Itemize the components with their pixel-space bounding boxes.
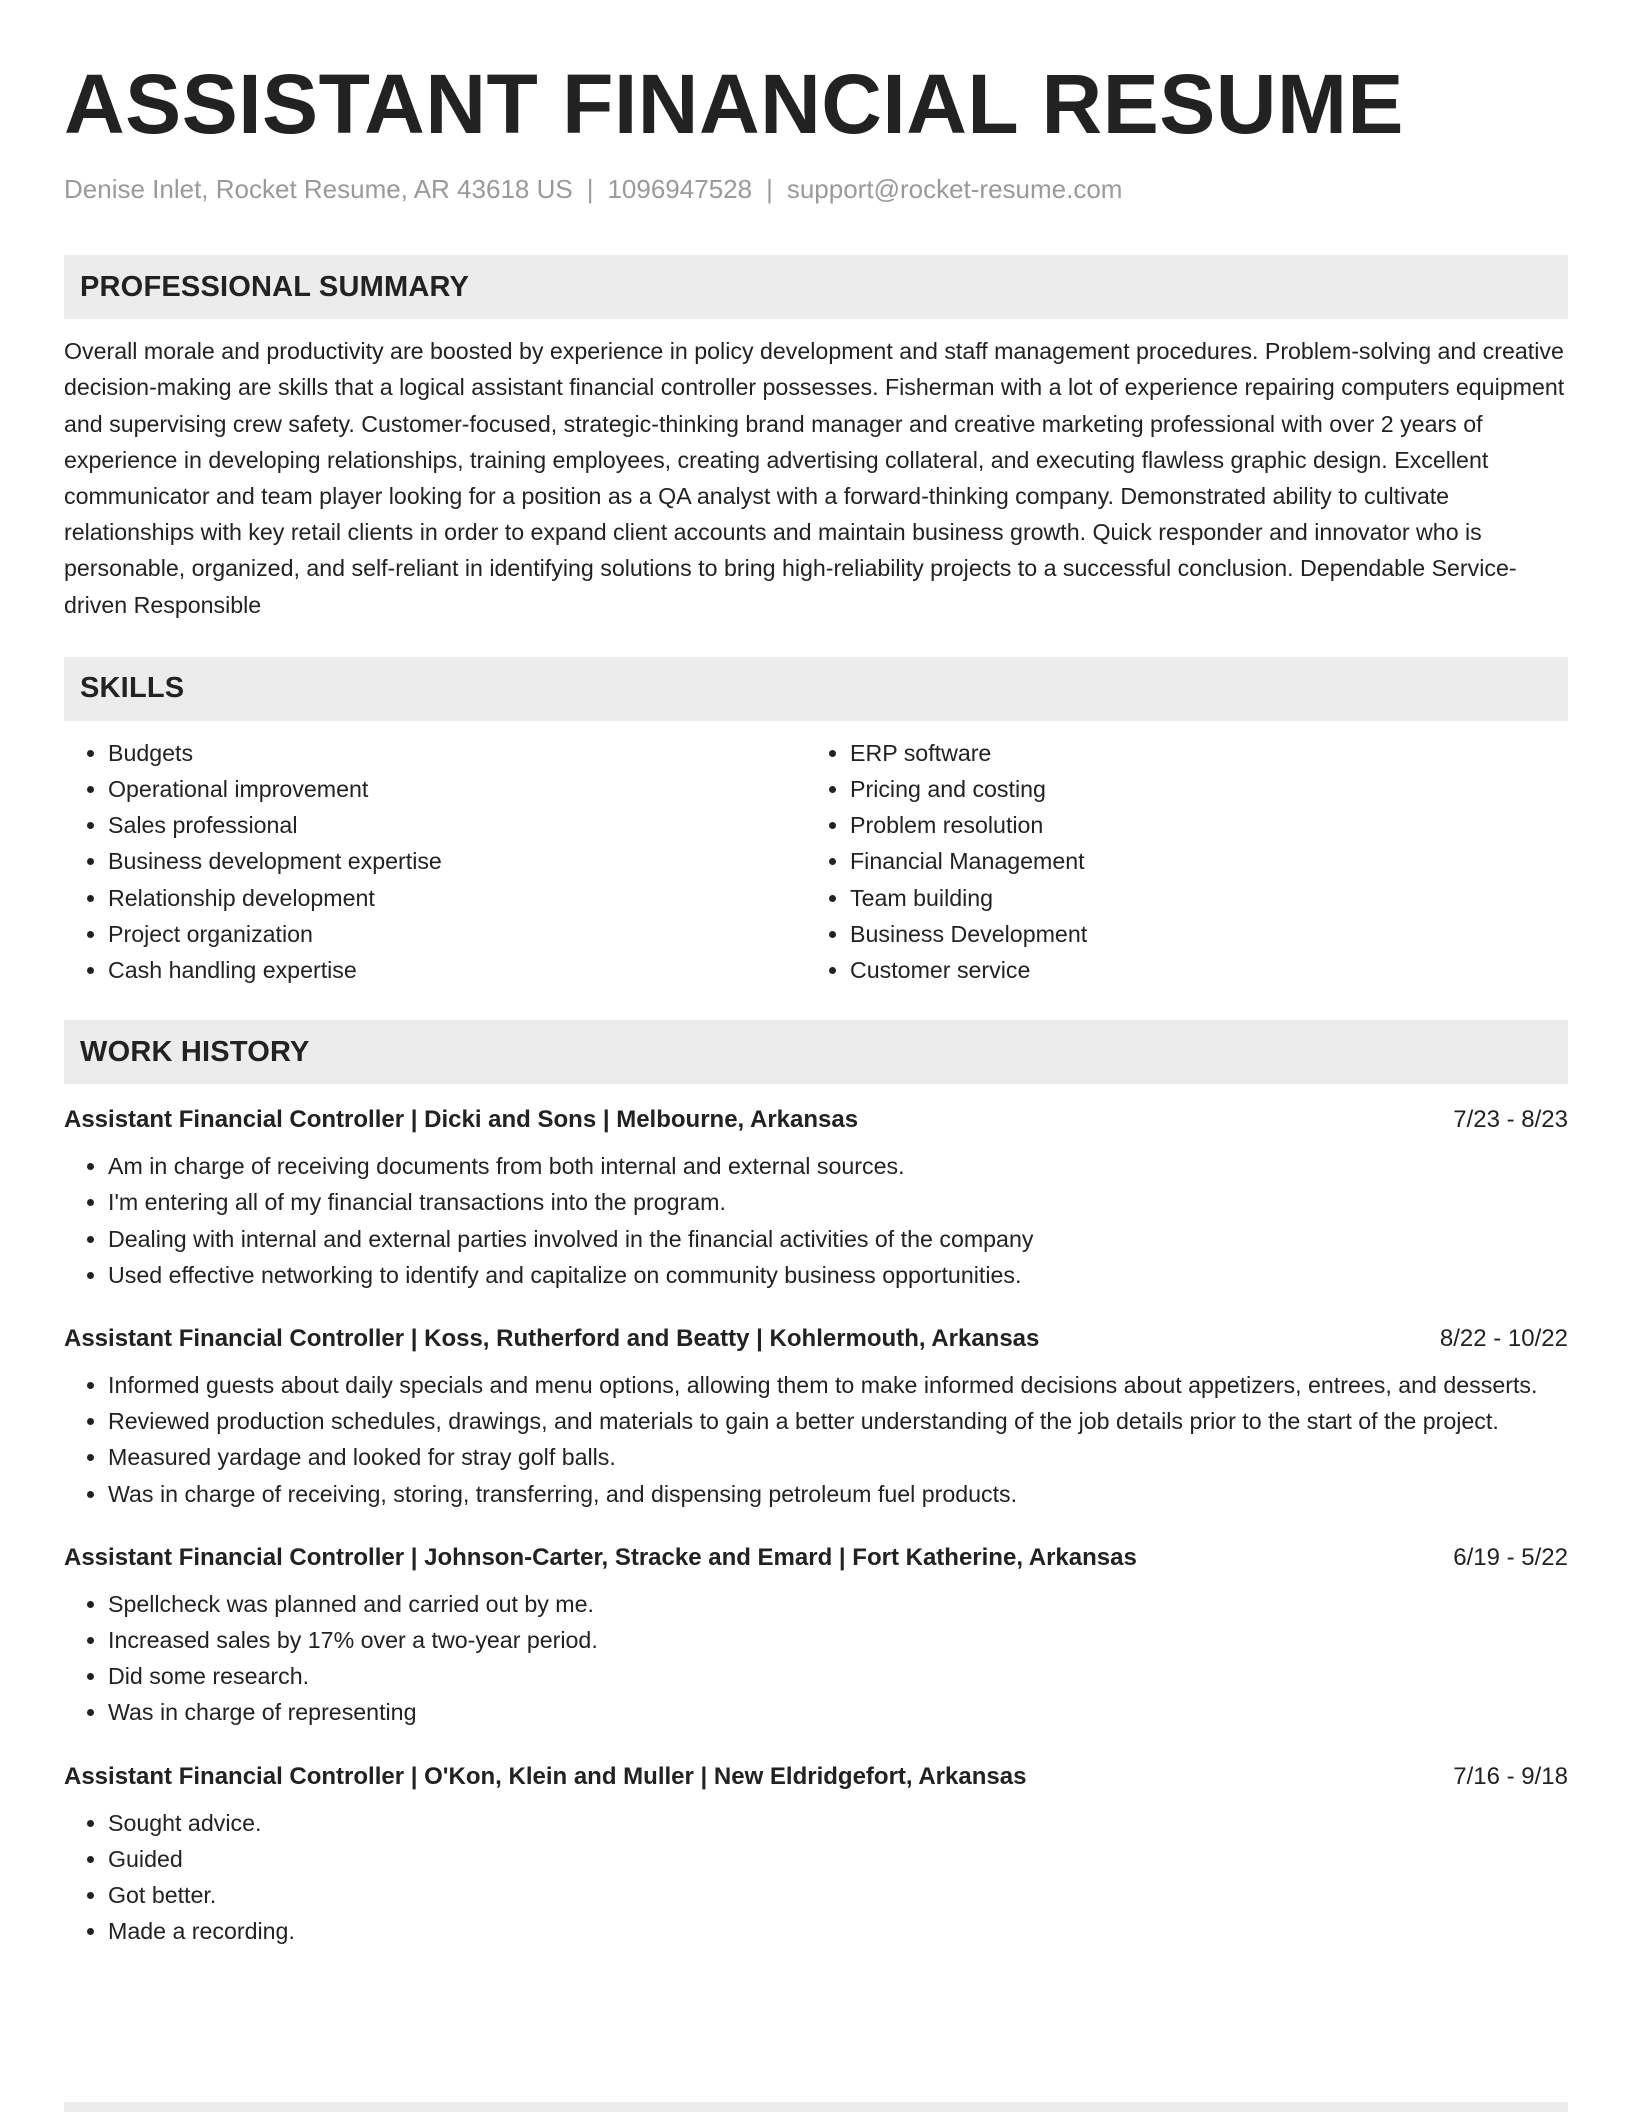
skill-item: • Budgets xyxy=(108,735,806,771)
skill-item: • Pricing and costing xyxy=(850,771,1548,807)
job-entry xyxy=(64,1542,1568,1731)
professional-summary-heading: PROFESSIONAL SUMMARY xyxy=(64,255,1568,319)
job-bullet: • Spellcheck was planned and carried out by me. xyxy=(108,1586,1568,1622)
contact-separator: | xyxy=(766,174,773,204)
job-title: Assistant Financial Controller | Koss, Rutherford and Beatty | Kohlermouth, Arkansas xyxy=(64,1325,1040,1353)
skill-item: • Customer service xyxy=(850,952,1548,988)
job-bullet: • Did some research. xyxy=(108,1658,1568,1694)
skill-item: • Project organization xyxy=(108,916,806,952)
skill-item: • Cash handling expertise xyxy=(108,952,806,988)
job-dates: 8/22 - 10/22 xyxy=(1439,1325,1568,1353)
job-header xyxy=(64,1761,1568,1793)
skills-heading: SKILLS xyxy=(64,657,1568,721)
job-header xyxy=(64,1323,1568,1355)
job-bullet: • Dealing with internal and external parties involved in the financial activities of the company xyxy=(108,1221,1568,1257)
job-bullet: • Got better. xyxy=(108,1877,1568,1913)
job-bullet: • I'm entering all of my financial transactions into the program. xyxy=(108,1184,1568,1220)
job-bullet: • Used effective networking to identify and capitalize on community business opportunities. xyxy=(108,1257,1568,1293)
job-bullets xyxy=(64,1805,1568,1950)
skill-item: • Team building xyxy=(850,880,1548,916)
job-title: Assistant Financial Controller | O'Kon, Klein and Muller | New Eldridgefort, Arkansas xyxy=(64,1762,1027,1790)
resume-title: ASSISTANT FINANCIAL RESUME xyxy=(64,57,1404,151)
job-bullet: • Am in charge of receiving documents from both internal and external sources. xyxy=(108,1148,1568,1184)
skill-item: • Business Development xyxy=(850,916,1548,952)
next-section-header-edge xyxy=(64,2102,1568,2112)
job-dates: 6/19 - 5/22 xyxy=(1453,1543,1568,1571)
professional-summary-text: Overall morale and productivity are boosted by experience in policy development and staff management procedures. Problem-solving and creative decision-making are skills that a logical assistant financial controller possesses. Fisherman with a lot of experience repairing computers equipment and supervising crew safety. Customer-focused, strategic-thinking brand manager and creative marketing professional with over 2 years of experience in developing relationships, training employees, creating advertising collateral, and executing flawless graphic design. Excellent communicator and team player looking for a position as a QA analyst with a forward-thinking company. Demonstrated ability to cultivate relationships with key retail clients in order to expand client accounts and maintain business growth. Quick responder and innovator who is personable, organized, and self-reliant in identifying solutions to bring high-reliability projects to a successful conclusion. Dependable Service-driven Responsible xyxy=(64,338,1565,618)
job-bullet: • Reviewed production schedules, drawings, and materials to gain a better understanding of the job details prior to the start of the project. xyxy=(108,1403,1568,1439)
resume-page xyxy=(64,52,1568,1949)
job-bullet: • Was in charge of receiving, storing, transferring, and dispensing petroleum fuel products. xyxy=(108,1476,1568,1512)
job-bullets xyxy=(64,1148,1568,1293)
job-dates: 7/23 - 8/23 xyxy=(1453,1106,1568,1134)
job-bullet: • Informed guests about daily specials and menu options, allowing them to make informed decisions about appetizers, entrees, and desserts. xyxy=(108,1367,1568,1403)
job-bullet: • Guided xyxy=(108,1841,1568,1877)
skill-item: • ERP software xyxy=(850,735,1548,771)
job-header xyxy=(64,1104,1568,1136)
skill-item: • Sales professional xyxy=(108,807,806,843)
skills-list-left xyxy=(64,735,806,988)
job-bullet: • Increased sales by 17% over a two-year period. xyxy=(108,1622,1568,1658)
skills-columns xyxy=(64,735,1568,988)
job-bullet: • Was in charge of representing xyxy=(108,1694,1568,1730)
skill-item: • Relationship development xyxy=(108,880,806,916)
job-entry xyxy=(64,1323,1568,1512)
contact-address: Denise Inlet, Rocket Resume, AR 43618 US xyxy=(64,174,573,204)
job-entry xyxy=(64,1104,1568,1293)
skill-item: • Business development expertise xyxy=(108,843,806,879)
work-history-heading: WORK HISTORY xyxy=(64,1020,1568,1084)
job-bullets xyxy=(64,1367,1568,1512)
contact-email: support@rocket-resume.com xyxy=(786,174,1123,204)
job-dates: 7/16 - 9/18 xyxy=(1453,1762,1568,1790)
contact-line xyxy=(64,174,1568,205)
job-header xyxy=(64,1542,1568,1574)
job-bullet: • Measured yardage and looked for stray golf balls. xyxy=(108,1439,1568,1475)
skill-item: • Financial Management xyxy=(850,843,1548,879)
job-bullets xyxy=(64,1586,1568,1731)
job-title: Assistant Financial Controller | Johnson-Carter, Stracke and Emard | Fort Katherine, Arkansas xyxy=(64,1543,1137,1571)
job-bullet: • Sought advice. xyxy=(108,1805,1568,1841)
skill-item: • Operational improvement xyxy=(108,771,806,807)
contact-separator: | xyxy=(586,174,594,204)
job-title: Assistant Financial Controller | Dicki and Sons | Melbourne, Arkansas xyxy=(64,1106,859,1134)
skill-item: • Problem resolution xyxy=(850,807,1548,843)
job-entry xyxy=(64,1761,1568,1950)
job-bullet: • Made a recording. xyxy=(108,1913,1568,1949)
contact-phone: 1096947528 xyxy=(607,174,753,204)
skills-list-right xyxy=(806,735,1548,988)
